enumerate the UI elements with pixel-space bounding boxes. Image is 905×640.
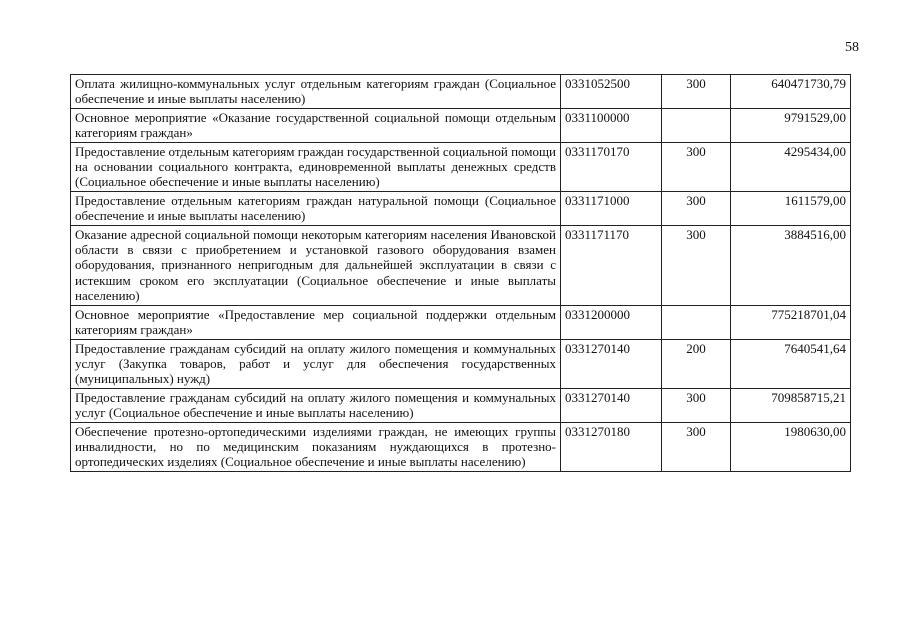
row-expense-type: 200 <box>662 339 731 388</box>
row-sum: 9791529,00 <box>731 108 851 142</box>
row-code: 0331270140 <box>561 339 662 388</box>
row-expense-type <box>662 108 731 142</box>
row-name: Предоставление отдельным категориям граждан натуральной помощи (Социальное обеспечение и иные выплаты населению) <box>71 191 561 225</box>
row-name: Основное мероприятие «Предоставление мер социальной поддержки отдельным категориям граждан» <box>71 305 561 339</box>
budget-table <box>70 74 851 472</box>
table-row <box>71 108 851 142</box>
row-code: 0331100000 <box>561 108 662 142</box>
row-code: 0331200000 <box>561 305 662 339</box>
row-expense-type: 300 <box>662 225 731 305</box>
row-name: Обеспечение протезно-ортопедическими изделиями граждан, не имеющих группы инвалидности, но по медицинским показаниям нуждающихся в протезно-ортопедических изделиях (Социальное обеспечение и иные выплаты населению) <box>71 422 561 471</box>
row-name: Предоставление гражданам субсидий на оплату жилого помещения и коммунальных услуг (Социальное обеспечение и иные выплаты населению) <box>71 388 561 422</box>
table-row <box>71 339 851 388</box>
row-expense-type: 300 <box>662 422 731 471</box>
row-code: 0331171170 <box>561 225 662 305</box>
row-sum: 4295434,00 <box>731 142 851 191</box>
row-sum: 1611579,00 <box>731 191 851 225</box>
row-code: 0331171000 <box>561 191 662 225</box>
table-row <box>71 225 851 305</box>
row-name: Предоставление отдельным категориям граждан государственной социальной помощи на основании социального контракта, единовременной выплаты денежных средств (Социальное обеспечение и иные выплаты населению) <box>71 142 561 191</box>
row-sum: 1980630,00 <box>731 422 851 471</box>
row-name: Оказание адресной социальной помощи некоторым категориям населения Ивановской области в связи с приобретением и установкой газового оборудования взамен оборудования, признанного непригодным для дальнейшей эксплуатации в связи с истекшим сроком его эксплуатации (Социальное обеспечение и иные выплаты населению) <box>71 225 561 305</box>
row-sum: 640471730,79 <box>731 75 851 109</box>
row-code: 0331270180 <box>561 422 662 471</box>
row-sum: 7640541,64 <box>731 339 851 388</box>
row-expense-type: 300 <box>662 388 731 422</box>
row-code: 0331170170 <box>561 142 662 191</box>
page-number: 58 <box>845 40 859 55</box>
row-name: Предоставление гражданам субсидий на оплату жилого помещения и коммунальных услуг (Закупка товаров, работ и услуг для обеспечения государственных (муниципальных) нужд) <box>71 339 561 388</box>
row-expense-type: 300 <box>662 75 731 109</box>
row-name: Основное мероприятие «Оказание государственной социальной помощи отдельным категориям граждан» <box>71 108 561 142</box>
row-code: 0331270140 <box>561 388 662 422</box>
row-code: 0331052500 <box>561 75 662 109</box>
row-sum: 709858715,21 <box>731 388 851 422</box>
row-expense-type <box>662 305 731 339</box>
row-name: Оплата жилищно-коммунальных услуг отдельным категориям граждан (Социальное обеспечение и иные выплаты населению) <box>71 75 561 109</box>
table-row <box>71 388 851 422</box>
table-row <box>71 142 851 191</box>
table-row <box>71 422 851 471</box>
table-row <box>71 305 851 339</box>
row-expense-type: 300 <box>662 191 731 225</box>
row-sum: 775218701,04 <box>731 305 851 339</box>
row-expense-type: 300 <box>662 142 731 191</box>
table-row <box>71 75 851 109</box>
table-row <box>71 191 851 225</box>
row-sum: 3884516,00 <box>731 225 851 305</box>
